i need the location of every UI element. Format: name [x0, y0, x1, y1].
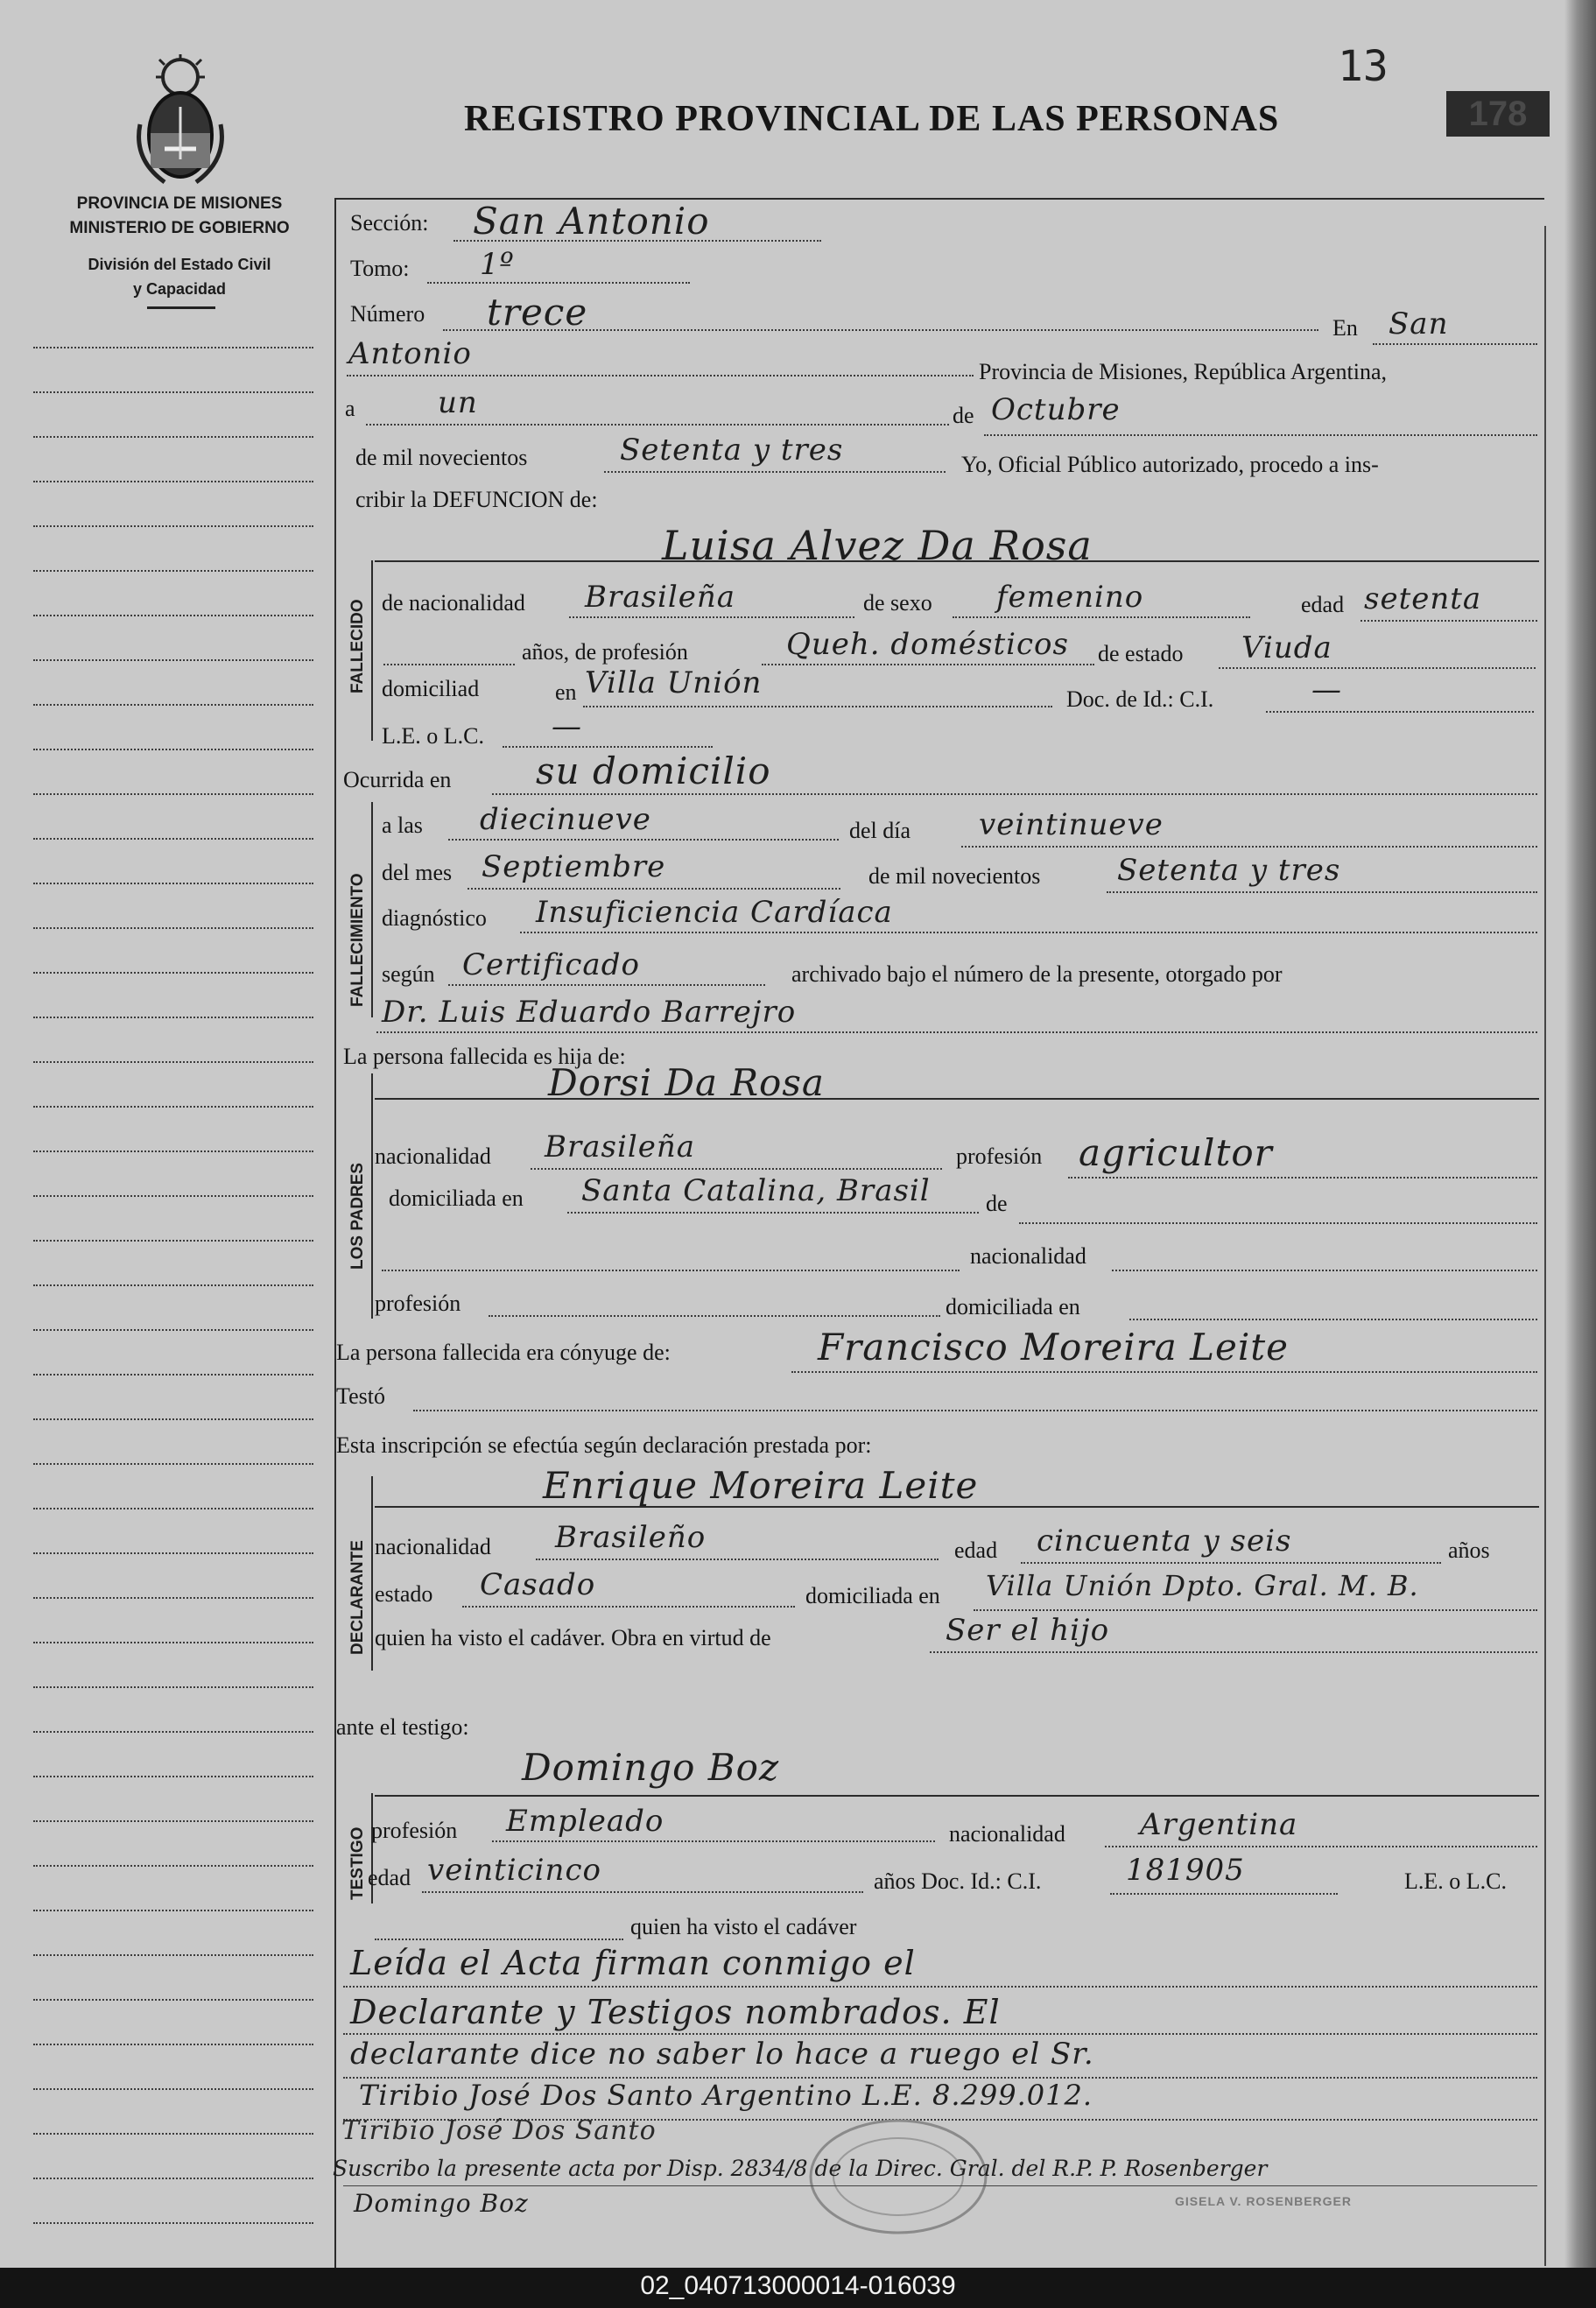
- declarante-estado-line: [462, 1606, 795, 1608]
- declarante-estado-value: Casado: [480, 1567, 596, 1602]
- margin-line: [33, 1195, 313, 1197]
- a-las-label: a las: [382, 813, 423, 838]
- stamp-text: GISELA V. ROSENBERGER: [1175, 2194, 1353, 2208]
- testigo-cadaver-label: quien ha visto el cadáver: [630, 1914, 857, 1939]
- fallecimiento-label: FALLECIMIENTO: [348, 873, 367, 1007]
- margin-line: [33, 1061, 313, 1063]
- tomo-value: 1º: [480, 247, 515, 282]
- margin-line: [33, 2044, 313, 2045]
- padres-nacionalidad2-label: nacionalidad: [970, 1243, 1086, 1269]
- fallecido-le-line: [503, 746, 713, 748]
- fallecido-nacionalidad-value: Brasileña: [585, 580, 735, 615]
- testigo-cadaver-left-line: [375, 1939, 623, 1940]
- segun-line: [448, 984, 765, 986]
- margin-line: [33, 1017, 313, 1018]
- padres-profesion-line: [1068, 1177, 1537, 1179]
- signature-tiribio: Tiribio José Dos Santo: [341, 2115, 657, 2146]
- seccion-value: San Antonio: [473, 200, 710, 243]
- stamp-number: 178: [1446, 91, 1550, 137]
- conyuge-label: La persona fallecida era cónyuge de:: [336, 1340, 671, 1365]
- fallecido-domicilio-value: Villa Unión: [585, 665, 763, 700]
- margin-line: [33, 1954, 313, 1956]
- madre-value: Dorsi Da Rosa: [548, 1061, 825, 1104]
- hora-line: [448, 839, 839, 841]
- declarante-obra-line: [930, 1651, 1537, 1653]
- declarante-nacionalidad-value: Brasileño: [555, 1520, 707, 1555]
- margin-line: [33, 749, 313, 750]
- margin-line: [33, 391, 313, 393]
- form-left-border: [334, 198, 336, 2268]
- margin-line: [33, 838, 313, 840]
- padres-nacionalidad-value: Brasileña: [545, 1129, 695, 1165]
- numero-value: trece: [487, 291, 588, 334]
- margin-line: [33, 2088, 313, 2090]
- testigo-edad-line: [422, 1891, 863, 1893]
- tomo-line: [427, 282, 690, 284]
- padres-domiciliada2-label: domiciliada en: [946, 1294, 1080, 1319]
- testigo-doc-line: [1110, 1893, 1338, 1895]
- testigo-edad-value: veinticinco: [427, 1853, 601, 1888]
- en-value: San: [1389, 306, 1449, 341]
- margin-line: [33, 1776, 313, 1777]
- declarante-name: Enrique Moreira Leite: [543, 1464, 979, 1507]
- fallecido-profesion-value: Queh. domésticos: [786, 627, 1069, 662]
- declarante-edad-value: cincuenta y seis: [1037, 1523, 1292, 1559]
- note-line-5: Suscribo la presente acta por Disp. 2834/8 de la Direc. Gral. del R.P. P. Rosenberger: [333, 2156, 1268, 2181]
- margin-line: [33, 1106, 313, 1108]
- declarante-label: DECLARANTE: [348, 1540, 367, 1655]
- margin-line: [33, 1910, 313, 1911]
- declarante-edad-label: edad: [954, 1537, 998, 1563]
- dia-value: veintinueve: [979, 807, 1164, 842]
- margin-line: [33, 615, 313, 616]
- del-dia-label: del día: [849, 818, 911, 843]
- fallecido-name: Luisa Alvez Da Rosa: [662, 522, 1093, 569]
- padres-profesion-label: profesión: [956, 1143, 1043, 1169]
- fallecido-sexo-line: [953, 616, 1250, 618]
- org-division: División del Estado Civil: [88, 256, 271, 273]
- padres-nacionalidad-label: nacionalidad: [375, 1143, 491, 1169]
- page-title: REGISTRO PROVINCIAL DE LAS PERSONAS: [464, 99, 1280, 139]
- fallecido-profesion-label: años, de profesión: [522, 639, 688, 665]
- testigo-name: Domingo Boz: [522, 1746, 780, 1789]
- margin-line: [33, 436, 313, 438]
- en-label: En: [1332, 315, 1358, 341]
- margin-line: [33, 1999, 313, 2001]
- margin-line: [33, 1240, 313, 1242]
- place-value: Antonio: [348, 336, 472, 371]
- fallecido-edad-value: setenta: [1364, 581, 1482, 616]
- testigo-profesion-line: [492, 1840, 935, 1842]
- margin-line: [33, 1284, 313, 1286]
- testo-line: [413, 1410, 1537, 1411]
- margin-line: [33, 1374, 313, 1376]
- margin-line: [33, 1552, 313, 1554]
- fallecido-doc-label: Doc. de Id.: C.I.: [1066, 686, 1214, 712]
- declarante-domiciliada-line: [974, 1609, 1537, 1611]
- fallecido-domiciliad-label: domiciliad: [382, 676, 480, 701]
- fallecido-nacionalidad-line: [569, 616, 854, 618]
- org-underline: [147, 306, 215, 309]
- fallecido-doc-value: —: [1311, 672, 1342, 707]
- ocurrida-label: Ocurrida en: [343, 767, 452, 792]
- testigo-le-label: L.E. o L.C.: [1404, 1868, 1507, 1894]
- margin-line: [33, 1329, 313, 1331]
- de-label: de: [953, 403, 974, 428]
- day-value: un: [438, 385, 478, 420]
- declarante-domiciliada-label: domiciliada en: [805, 1583, 940, 1608]
- fallecido-doc-line: [1266, 711, 1534, 713]
- margin-line: [33, 1686, 313, 1688]
- testigo-nacionalidad-label: nacionalidad: [949, 1821, 1065, 1847]
- testigo-nacionalidad-value: Argentina: [1140, 1807, 1298, 1842]
- testigo-intro: ante el testigo:: [336, 1714, 469, 1740]
- day-line: [366, 424, 949, 426]
- org-ministry: MINISTERIO DE GOBIERNO: [69, 219, 290, 237]
- testigo-doc-label: años Doc. Id.: C.I.: [874, 1868, 1042, 1894]
- numero-line: [443, 329, 1318, 331]
- diagnostico-value: Insuficiencia Cardíaca: [536, 895, 893, 930]
- fallecido-estado-value: Viuda: [1241, 630, 1332, 665]
- declarante-domiciliada-value: Villa Unión Dpto. Gral. M. B.: [986, 1569, 1419, 1602]
- declarante-edad-line: [1021, 1562, 1441, 1564]
- mes-line: [468, 888, 840, 890]
- margin-line: [33, 347, 313, 348]
- fallecido-estado-line: [1219, 667, 1536, 669]
- padres-domiciliada-value: Santa Catalina, Brasil: [581, 1173, 931, 1208]
- margin-line: [33, 927, 313, 929]
- ocurrida-line: [492, 793, 1537, 795]
- padres-profesion2-line: [489, 1315, 940, 1317]
- margin-line: [33, 704, 313, 706]
- numero-label: Número: [350, 301, 425, 327]
- padres-profesion-value: agricultor: [1079, 1131, 1273, 1174]
- fallecido-edad-line: [1360, 620, 1537, 622]
- margin-line: [33, 570, 313, 572]
- ocurrida-value: su domicilio: [536, 749, 771, 792]
- hora-value: diecinueve: [480, 802, 651, 837]
- diagnostico-line: [520, 932, 1537, 933]
- medico-value: Dr. Luis Eduardo Barrejro: [382, 995, 797, 1030]
- fallecido-estado-label: de estado: [1098, 641, 1184, 666]
- margin-line: [33, 972, 313, 974]
- conyuge-value: Francisco Moreira Leite: [818, 1326, 1290, 1369]
- testigo-top-rule: [375, 1795, 1539, 1797]
- fallecido-profesion-line: [762, 664, 1094, 665]
- org-capacity: y Capacidad: [132, 280, 227, 298]
- margin-line: [33, 1642, 313, 1643]
- archivado-text: archivado bajo el número de la presente, otorgado por: [791, 961, 1283, 987]
- fallecido-le-label: L.E. o L.C.: [382, 723, 484, 749]
- margin-line: [33, 2178, 313, 2179]
- declarante-nacionalidad-line: [536, 1559, 939, 1560]
- padres-de-line: [1019, 1222, 1537, 1224]
- signature-domingo: Domingo Boz: [354, 2189, 529, 2218]
- declarante-nacionalidad-label: nacionalidad: [375, 1534, 491, 1559]
- padres-profesion2-label: profesión: [375, 1291, 461, 1316]
- segun-label: según: [382, 961, 435, 987]
- testigo-edad-label: edad: [368, 1865, 411, 1890]
- fallecimiento-bar: [371, 802, 373, 1017]
- padres-nacionalidad-line: [531, 1168, 942, 1170]
- provincia-text: Provincia de Misiones, República Argentina,: [979, 359, 1387, 384]
- padres-domiciliada-label: domiciliada en: [389, 1186, 524, 1211]
- place-line: [347, 375, 974, 376]
- conyuge-line: [791, 1371, 1537, 1373]
- note-line-5-rule: [343, 2185, 1537, 2186]
- padres-blank-line: [382, 1270, 960, 1271]
- declarante-anos-label: años: [1448, 1537, 1490, 1563]
- margin-line: [33, 481, 313, 482]
- year-value: Setenta y tres: [620, 433, 844, 468]
- margin-line: [33, 1731, 313, 1733]
- declarante-obra-value: Ser el hijo: [946, 1613, 1110, 1648]
- anio-value: Setenta y tres: [1117, 853, 1341, 888]
- margin-line: [33, 525, 313, 527]
- month-line: [984, 434, 1537, 436]
- margin-line: [33, 1865, 313, 1867]
- fallecido-label: FALLECIDO: [348, 599, 367, 693]
- margin-line: [33, 2222, 313, 2224]
- coat-of-arms-icon: [130, 54, 231, 186]
- note-line-3: declarante dice no saber lo hace a ruego el Sr.: [350, 2037, 1094, 2072]
- padres-label: LOS PADRES: [348, 1162, 367, 1270]
- padres-nacionalidad2-line: [1112, 1270, 1537, 1271]
- margin-line: [33, 1150, 313, 1152]
- note-line-1: Leída el Acta firman conmigo el: [350, 1944, 916, 1982]
- tomo-label: Tomo:: [350, 256, 410, 281]
- note-line-2: Declarante y Testigos nombrados. El: [350, 1993, 1001, 2031]
- fallecido-en-label: en: [555, 679, 577, 705]
- testo-label: Testó: [336, 1383, 385, 1409]
- seccion-label: Sección:: [350, 210, 429, 236]
- file-caption: 02_040713000014-016039: [640, 2271, 956, 2300]
- anio-label: de mil novecientos: [868, 863, 1041, 889]
- fallecido-bar: [371, 560, 373, 741]
- fallecido-le-value: —: [552, 709, 582, 744]
- testigo-profesion-label: profesión: [371, 1818, 458, 1843]
- fallecido-nacionalidad-label: de nacionalidad: [382, 590, 525, 616]
- padres-domiciliada2-line: [1129, 1319, 1537, 1320]
- margin-line: [33, 2133, 313, 2135]
- form-right-border: [1544, 226, 1546, 2266]
- page-number: 13: [1338, 42, 1389, 91]
- anio-line: [1107, 891, 1537, 893]
- testigo-label: TESTIGO: [348, 1826, 367, 1900]
- testigo-nacionalidad-line: [1105, 1846, 1537, 1847]
- padres-domiciliada-line: [567, 1212, 979, 1214]
- margin-line: [33, 1508, 313, 1509]
- diagnostico-label: diagnóstico: [382, 905, 487, 931]
- margin-line: [33, 1463, 313, 1465]
- dia-line: [961, 846, 1537, 848]
- org-province: PROVINCIA DE MISIONES: [76, 194, 283, 213]
- margin-line: [33, 1820, 313, 1822]
- padres-bar: [371, 1073, 373, 1319]
- declarante-estado-label: estado: [375, 1581, 433, 1607]
- declarante-cadaver-label: quien ha visto el cadáver. Obra en virtud de: [375, 1625, 771, 1650]
- fallecido-anos-line: [383, 664, 515, 665]
- segun-value: Certificado: [462, 947, 640, 982]
- en-line: [1373, 343, 1537, 345]
- note-line-2-rule: [343, 2033, 1537, 2035]
- margin-line: [33, 793, 313, 795]
- margin-line: [33, 659, 313, 661]
- fallecido-edad-label: edad: [1301, 592, 1345, 617]
- note-line-1-rule: [343, 1986, 1537, 1988]
- margin-line: [33, 883, 313, 884]
- mes-label: del mes: [382, 860, 453, 885]
- padres-intro: La persona fallecida es hija de:: [343, 1044, 626, 1069]
- note-line-4: Tiribio José Dos Santo Argentino L.E. 8.299.012.: [359, 2079, 1093, 2112]
- margin-line: [33, 1597, 313, 1599]
- medico-line: [376, 1031, 1537, 1033]
- year-line: [604, 471, 946, 473]
- testigo-doc-value: 181905: [1126, 1853, 1245, 1888]
- a-label: a: [345, 396, 355, 421]
- seccion-line: [453, 240, 821, 242]
- cribir-text: cribir la DEFUNCION de:: [355, 487, 598, 512]
- declarante-intro: Esta inscripción se efectúa según declaración prestada por:: [336, 1432, 872, 1458]
- month-value: Octubre: [991, 392, 1121, 427]
- declarante-bar: [371, 1476, 373, 1671]
- year-label: de mil novecientos: [355, 445, 528, 470]
- testigo-profesion-value: Empleado: [506, 1804, 664, 1839]
- mes-value: Septiembre: [482, 849, 666, 884]
- fallecido-sexo-label: de sexo: [863, 590, 932, 616]
- margin-line: [33, 1418, 313, 1420]
- fallecido-domicilio-line: [583, 706, 1052, 707]
- fallecido-sexo-value: femenino: [996, 580, 1144, 615]
- oficial-text: Yo, Oficial Público autorizado, procedo a ins-: [961, 452, 1379, 477]
- padres-de-label: de: [986, 1191, 1008, 1216]
